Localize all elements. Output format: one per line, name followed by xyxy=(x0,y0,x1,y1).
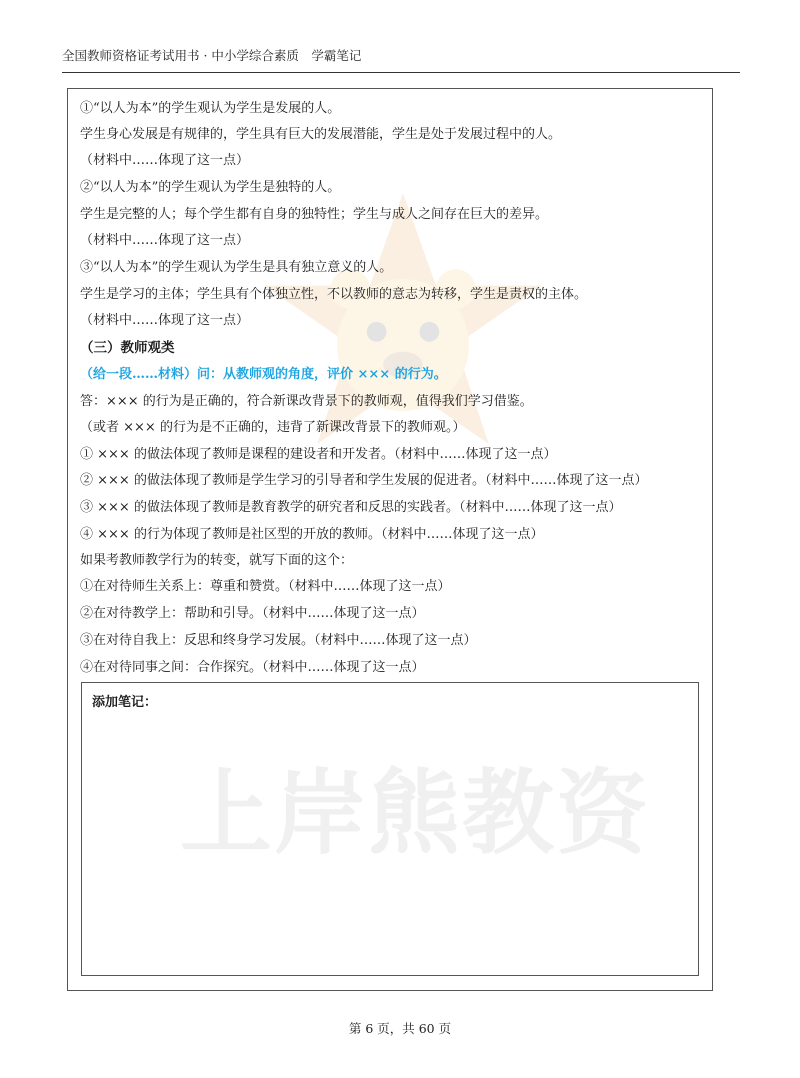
page-header: 全国教师资格证考试用书 · 中小学综合素质 学霸笔记 xyxy=(62,48,362,63)
content-line: ②“以人为本”的学生观认为学生是独特的人。 xyxy=(80,180,341,195)
content-line: 学生是学习的主体；学生具有个体独立性，不以教师的意志为转移，学生是责权的主体。 xyxy=(80,287,588,302)
content-line: （材料中……体现了这一点） xyxy=(80,313,250,328)
content-line: ① ××× 的做法体现了教师是课程的建设者和开发者。（材料中……体现了这一点） xyxy=(80,447,557,462)
question-prompt: （给一段……材料）问：从教师观的角度，评价 ××× 的行为。 xyxy=(80,367,447,382)
section-heading: （三）教师观类 xyxy=(80,340,175,356)
header-rule xyxy=(62,72,740,73)
content-line: （或者 ××× 的行为是不正确的，违背了新课改背景下的教师观。） xyxy=(80,420,466,435)
content-line: ④ ××× 的行为体现了教师是社区型的开放的教师。（材料中……体现了这一点） xyxy=(80,527,544,542)
content-line: （材料中……体现了这一点） xyxy=(80,153,250,168)
content-line: 学生身心发展是有规律的，学生具有巨大的发展潜能，学生是处于发展过程中的人。 xyxy=(80,127,562,142)
content-line: ② ××× 的做法体现了教师是学生学习的引导者和学生发展的促进者。（材料中……体现了这一点） xyxy=(80,473,648,488)
notes-label: 添加笔记： xyxy=(92,695,158,710)
content-line: ③在对待自我上：反思和终身学习发展。（材料中……体现了这一点） xyxy=(80,633,477,648)
content-line: ②在对待教学上：帮助和引导。（材料中……体现了这一点） xyxy=(80,606,425,621)
content-line: 如果考教师教学行为的转变，就写下面的这个： xyxy=(80,553,354,568)
content-line: ①“以人为本”的学生观认为学生是发展的人。 xyxy=(80,101,341,116)
content-line: （材料中……体现了这一点） xyxy=(80,233,250,248)
content-line: 学生是完整的人；每个学生都有自身的独特性；学生与成人之间存在巨大的差异。 xyxy=(80,207,549,222)
content-line: ③ ××× 的做法体现了教师是教育教学的研究者和反思的实践者。（材料中……体现了这一点） xyxy=(80,500,622,515)
content-line: ④在对待同事之间：合作探究。（材料中……体现了这一点） xyxy=(80,660,425,675)
watermark-text: 上岸熊教资 xyxy=(180,760,651,867)
notes-area[interactable] xyxy=(81,682,699,976)
content-line: ③“以人为本”的学生观认为学生是具有独立意义的人。 xyxy=(80,260,393,275)
content-line: 答：××× 的行为是正确的，符合新课改背景下的教师观，值得我们学习借鉴。 xyxy=(80,394,533,409)
page-number: 第 6 页，共 60 页 xyxy=(348,1021,452,1036)
content-line: ①在对待师生关系上：尊重和赞赏。（材料中……体现了这一点） xyxy=(80,579,451,594)
